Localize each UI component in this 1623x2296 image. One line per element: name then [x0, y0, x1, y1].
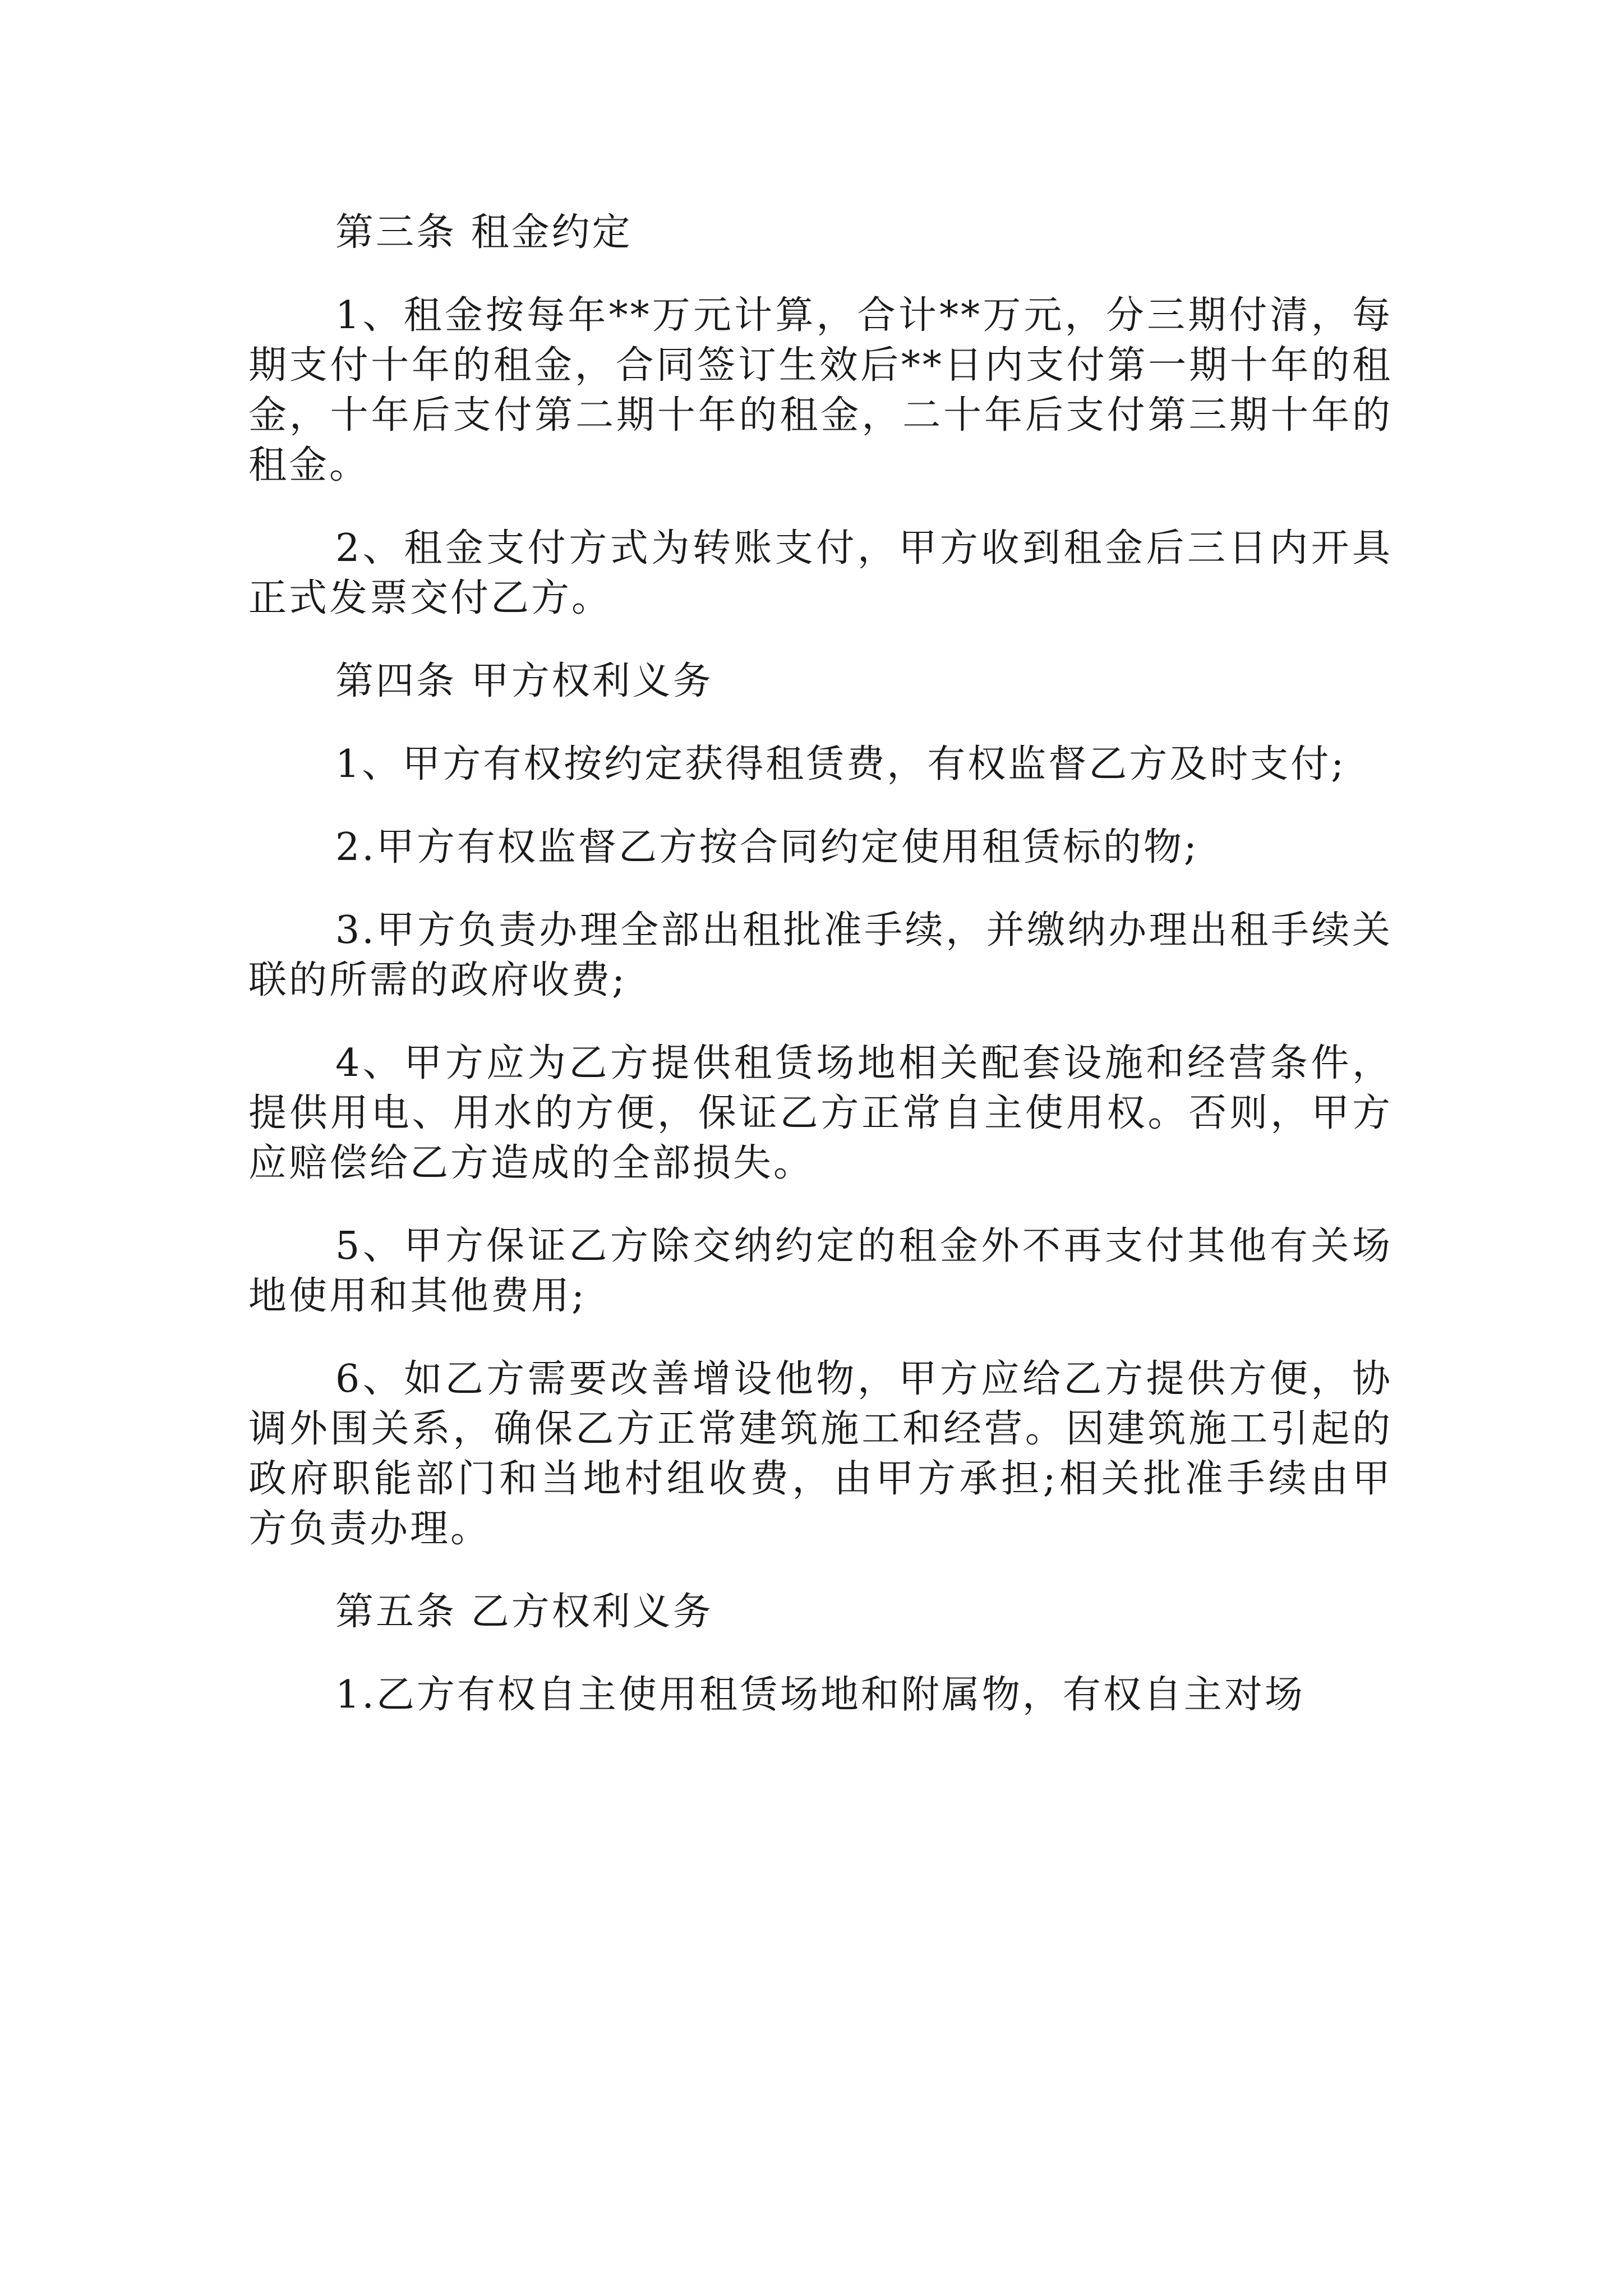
paragraph: 1、租金按每年**万元计算，合计**万元，分三期付清，每期支付十年的租金，合同签订生效后**日内支付第一期十年的租金，十年后支付第二期十年的租金，二十年后支付第三期十年的租金。: [248, 293, 1393, 487]
paragraph: 5、甲方保证乙方除交纳约定的租金外不再支付其他有关场地使用和其他费用;: [248, 1224, 1393, 1318]
paragraph: 6、如乙方需要改善增设他物，甲方应给乙方提供方便，协调外围关系，确保乙方正常建筑施工和经营。因建筑施工引起的政府职能部门和当地村组收费，由甲方承担;相关批准手续由甲方负责办理。: [248, 1357, 1393, 1551]
paragraph: 2、租金支付方式为转账支付，甲方收到租金后三日内开具正式发票交付乙方。: [248, 526, 1393, 620]
paragraph: 1.乙方有权自主使用租赁场地和附属物，有权自主对场: [335, 1673, 1305, 1717]
paragraph: 3.甲方负责办理全部出租批准手续，并缴纳办理出租手续关联的所需的政府收费;: [248, 908, 1393, 1002]
document-body: [248, 208, 1393, 1720]
paragraph: 4、甲方应为乙方提供租赁场地相关配套设施和经营条件，提供用电、用水的方便，保证乙方正常自主使用权。否则，甲方应赔偿给乙方造成的全部损失。: [248, 1041, 1393, 1185]
section-heading-article-3: 第三条 租金约定: [335, 210, 633, 255]
paragraph: 1、甲方有权按约定获得租赁费，有权监督乙方及时支付;: [335, 742, 1347, 786]
section-heading-article-5: 第五条 乙方权利义务: [335, 1590, 713, 1634]
paragraph: 2.甲方有权监督乙方按合同约定使用租赁标的物;: [335, 825, 1199, 869]
section-heading-article-4: 第四条 甲方权利义务: [335, 659, 713, 703]
